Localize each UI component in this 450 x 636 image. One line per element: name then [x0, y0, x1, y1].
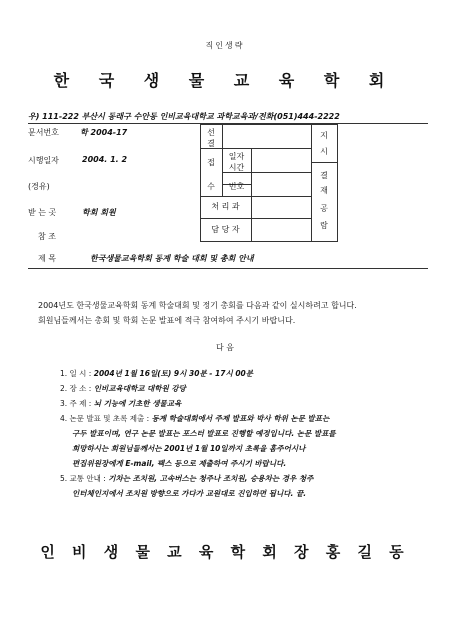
approval-gyeoljae-3: 공: [320, 204, 328, 213]
approval-damdangja: 담 당 자: [211, 225, 240, 234]
approval-jisi-1: 지: [320, 131, 328, 140]
approval-ilja: 일자: [228, 152, 245, 161]
via-label: (경유): [28, 182, 50, 191]
approval-cheoligwa: 처 리 과: [211, 202, 240, 211]
signature-line: 인 비 생 물 교 육 학 회 장 홍 길 동: [40, 543, 410, 561]
list-item: 2. 장 소 : 인비교육대학교 대학원 강당: [60, 384, 186, 393]
list-item-continuation: 인터체인지에서 조치원 방향으로 가다가 교원대로 진입하면 됩니다. 끝.: [72, 489, 307, 498]
list-item: 3. 주 제 : 뇌 기능에 기초한 생물교육: [60, 399, 182, 408]
list-item-continuation: 희망하시는 회원님들께서는 2001년 1월 10일까지 초록을 홈주어시나: [72, 444, 306, 453]
subject-divider: [28, 268, 428, 269]
organization-title: 한 국 생 물 교 육 학 회: [53, 71, 397, 90]
subject-value: 한국생물교육학회 동계 학술 대회 및 총회 안내: [90, 254, 254, 263]
approval-beonho: 번호: [228, 182, 245, 191]
date-value: 2004. 1. 2: [82, 155, 128, 164]
list-item: 1. 일 시 : 2004년 1월 16일(토) 9시 30분 - 17시 00분: [60, 369, 253, 378]
cc-label: 참 조: [38, 232, 56, 241]
list-item: 4. 논문 발표 및 초록 제출 : 동계 학술대회에서 주제 발표와 박사 학위 논문 발표는: [60, 414, 330, 423]
recipient-label: 받 는 곳: [28, 208, 57, 217]
doc-number-value: 학 2004-17: [80, 128, 128, 137]
motto-text: 직인생략: [205, 41, 245, 50]
approval-su: 수: [207, 182, 215, 191]
approval-jisi-2: 시: [320, 147, 328, 156]
list-item-continuation: 구두 발표이며, 연구 논문 발표는 포스터 발표로 진행할 예정입니다. 논문 발표를: [72, 429, 336, 438]
date-label: 시행일자: [28, 156, 59, 165]
recipient-value: 학회 회원: [82, 208, 116, 217]
list-item: 5. 교통 안내 : 기차는 조치원, 고속버스는 청주나 조치원, 승용차는 경우 청주: [60, 474, 314, 483]
approval-seon: 선: [207, 128, 215, 137]
doc-number-label: 문서번호: [28, 128, 59, 137]
body-line-1: 2004년도 한국생물교육학회 동계 학술대회 및 정기 총회를 다음과 같이 실시하려고 합니다.: [38, 301, 357, 310]
approval-sigan: 시간: [228, 163, 245, 172]
approval-jeop: 접: [207, 158, 215, 167]
subject-label: 제 목: [38, 254, 56, 263]
next-heading: 다 음: [216, 343, 234, 352]
list-item-continuation: 편집위원장에게 E-mail, 팩스 등으로 제출하여 주시기 바랍니다.: [72, 459, 287, 468]
approval-gyeoljae-1: 결: [320, 171, 328, 180]
approval-gyeol: 결: [207, 139, 215, 148]
approval-gyeoljae-4: 람: [320, 221, 328, 230]
approval-gyeoljae-2: 재: [320, 186, 328, 195]
address-line: 우) 111-222 부산시 동래구 수안동 인비교육대학교 과학교육과/전화(051)444-2222: [28, 112, 340, 121]
body-line-2: 회원님들께서는 총회 및 학회 논문 발표에 적극 참여하여 주시기 바랍니다.: [38, 316, 296, 325]
